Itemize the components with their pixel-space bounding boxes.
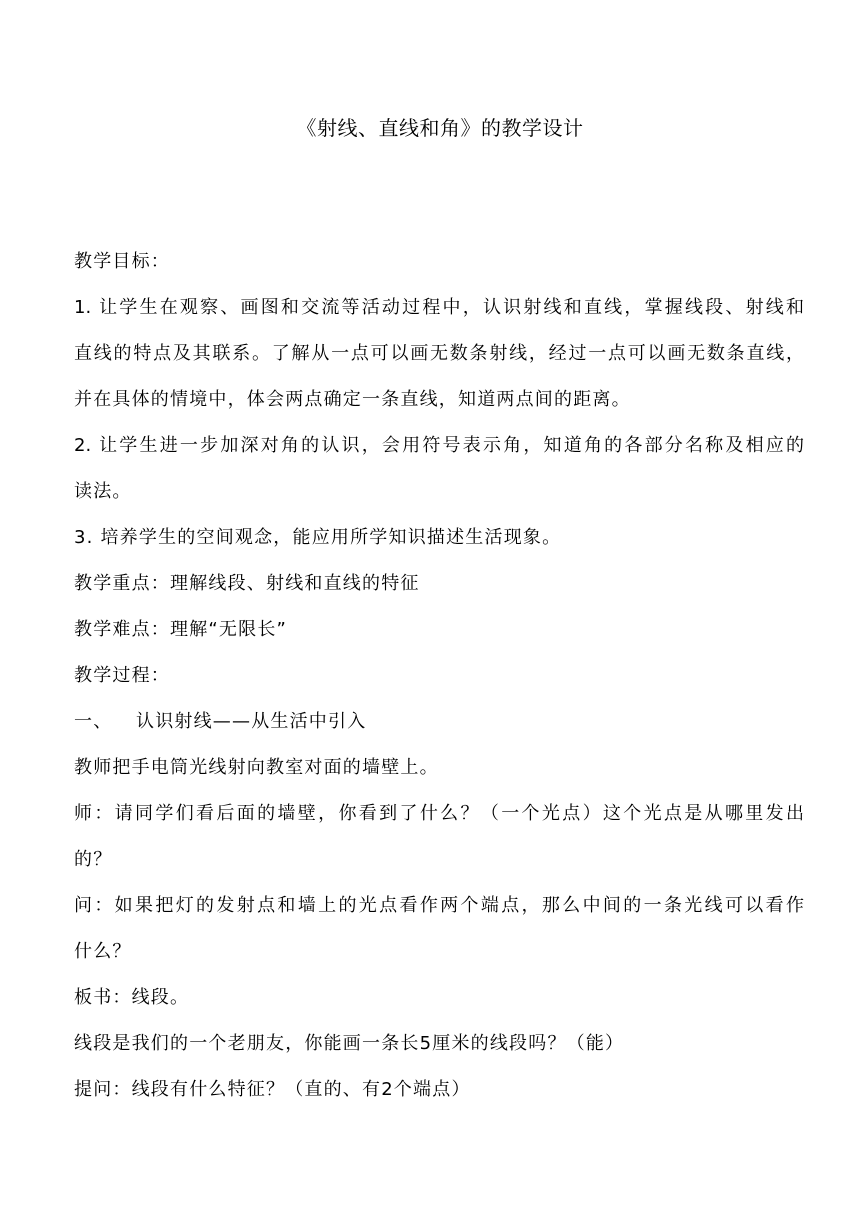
- key-point: 教学重点：理解线段、射线和直线的特征: [74, 573, 420, 594]
- section-one-number: 一、: [74, 711, 113, 732]
- process-heading: 教学过程：: [74, 665, 170, 686]
- teacher-question-line-2: 的？: [74, 849, 113, 870]
- objective-1-line-1: 1. 让学生在观察、画图和交流等活动过程中，认识射线和直线，掌握线段、射线和: [74, 297, 804, 318]
- objective-1-line-3: 并在具体的情境中，体会两点确定一条直线，知道两点间的距离。: [74, 389, 631, 410]
- objective-1-line-2: 直线的特点及其联系。了解从一点可以画无数条射线，经过一点可以画无数条直线，: [74, 343, 804, 364]
- question-line-2: 什么？: [74, 941, 132, 962]
- difficult-point: 教学难点：理解“无限长”: [74, 619, 288, 640]
- document-body: [74, 248, 804, 1122]
- objectives-heading: 教学目标：: [74, 251, 170, 272]
- line-segment-feature-question: 提问：线段有什么特征？（直的、有2个端点）: [74, 1079, 471, 1100]
- document-title: 《射线、直线和角》的教学设计: [296, 116, 584, 140]
- teacher-action: 教师把手电筒光线射向教室对面的墙壁上。: [74, 757, 439, 778]
- objective-2-line-1: 2. 让学生进一步加深对角的认识，会用符号表示角，知道角的各部分名称及相应的: [74, 435, 804, 456]
- objective-3: 3. 培养学生的空间观念，能应用所学知识描述生活现象。: [74, 527, 562, 548]
- teacher-question-line-1: 师：请同学们看后面的墙壁，你看到了什么？（一个光点）这个光点是从哪里发出: [74, 803, 804, 824]
- question-line-1: 问：如果把灯的发射点和墙上的光点看作两个端点，那么中间的一条光线可以看作: [74, 895, 804, 916]
- section-one-heading: [74, 708, 804, 754]
- line-segment-prompt: 线段是我们的一个老朋友，你能画一条长5厘米的线段吗？（能）: [74, 1033, 625, 1054]
- board-note: 板书：线段。: [74, 987, 190, 1008]
- objective-2-line-2: 读法。: [74, 481, 132, 502]
- section-one-title: 认识射线——从生活中引入: [136, 711, 367, 732]
